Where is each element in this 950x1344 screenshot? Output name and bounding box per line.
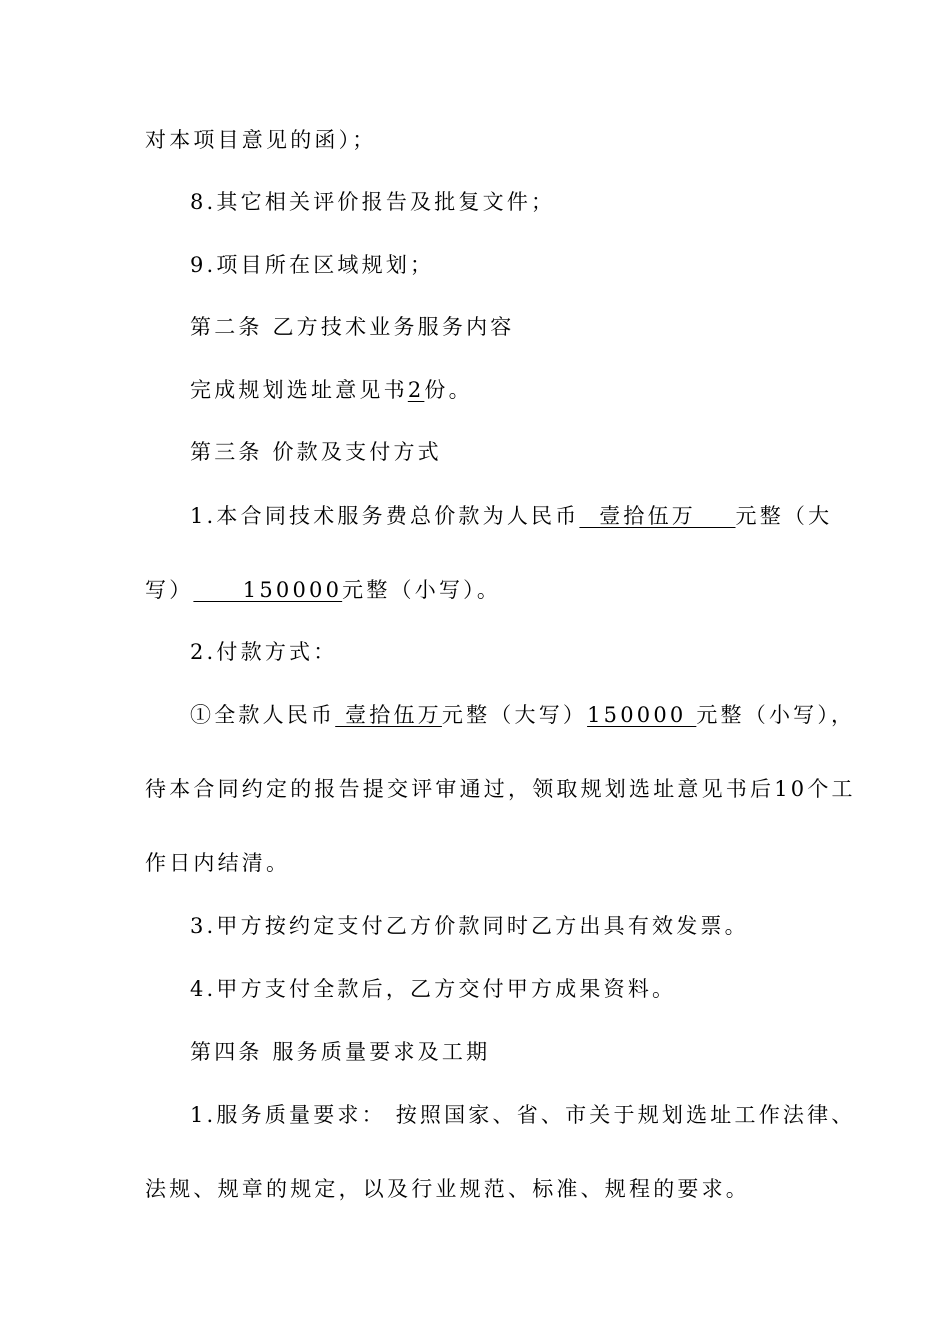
article-3-heading: 第三条 价款及支付方式	[190, 440, 442, 464]
paragraph-line: 法规、规章的规定，以及行业规范、标准、规程的要求。	[145, 1177, 750, 1201]
list-item-4: 4.甲方支付全款后，乙方交付甲方成果资料。	[190, 977, 677, 1001]
full-payment-text: ①全款人民币	[190, 703, 336, 727]
list-item-8: 8.其它相关评价报告及批复文件；	[190, 190, 556, 214]
service-content-text: 完成规划选址意见书	[190, 378, 408, 402]
paragraph-line: 待本合同约定的报告提交评审通过，领取规划选址意见书后10个工	[145, 777, 856, 801]
full-payment-digits: 150000	[587, 703, 697, 727]
full-payment-mid: 元整（大写）	[441, 703, 588, 727]
price-text: 1.本合同技术服务费总价款为人民币	[190, 504, 580, 528]
price-line	[190, 502, 832, 530]
price-amount-digits: 150000	[193, 578, 343, 602]
paragraph-line: 对本项目意见的函）；	[145, 128, 377, 152]
article-2-heading: 第二条 乙方技术业务服务内容	[190, 315, 515, 339]
full-payment-suffix: 元整（小写），	[696, 703, 856, 727]
list-item-9: 9.项目所在区域规划；	[190, 253, 435, 277]
payment-method-label: 2.付款方式：	[190, 640, 338, 664]
list-item-3: 3.甲方按约定支付乙方价款同时乙方出具有效发票。	[190, 914, 749, 938]
paragraph-line: 作日内结清。	[145, 851, 291, 875]
service-content-line	[190, 376, 473, 404]
price-cont-prefix: 写）	[145, 578, 194, 602]
price-cont-suffix: 元整（小写）。	[342, 578, 502, 602]
full-payment-uppercase: 壹拾伍万	[335, 703, 442, 727]
price-line-continued	[145, 576, 501, 604]
service-content-suffix: 份。	[424, 378, 473, 402]
full-payment-line	[190, 701, 855, 729]
copies-count: 2	[407, 378, 425, 402]
article-4-heading: 第四条 服务质量要求及工期	[190, 1040, 491, 1064]
price-amount-uppercase: 壹拾伍万	[579, 504, 736, 528]
price-suffix: 元整（大	[735, 504, 833, 528]
quality-requirement-line: 1.服务质量要求： 按照国家、省、市关于规划选址工作法律、	[190, 1103, 856, 1127]
